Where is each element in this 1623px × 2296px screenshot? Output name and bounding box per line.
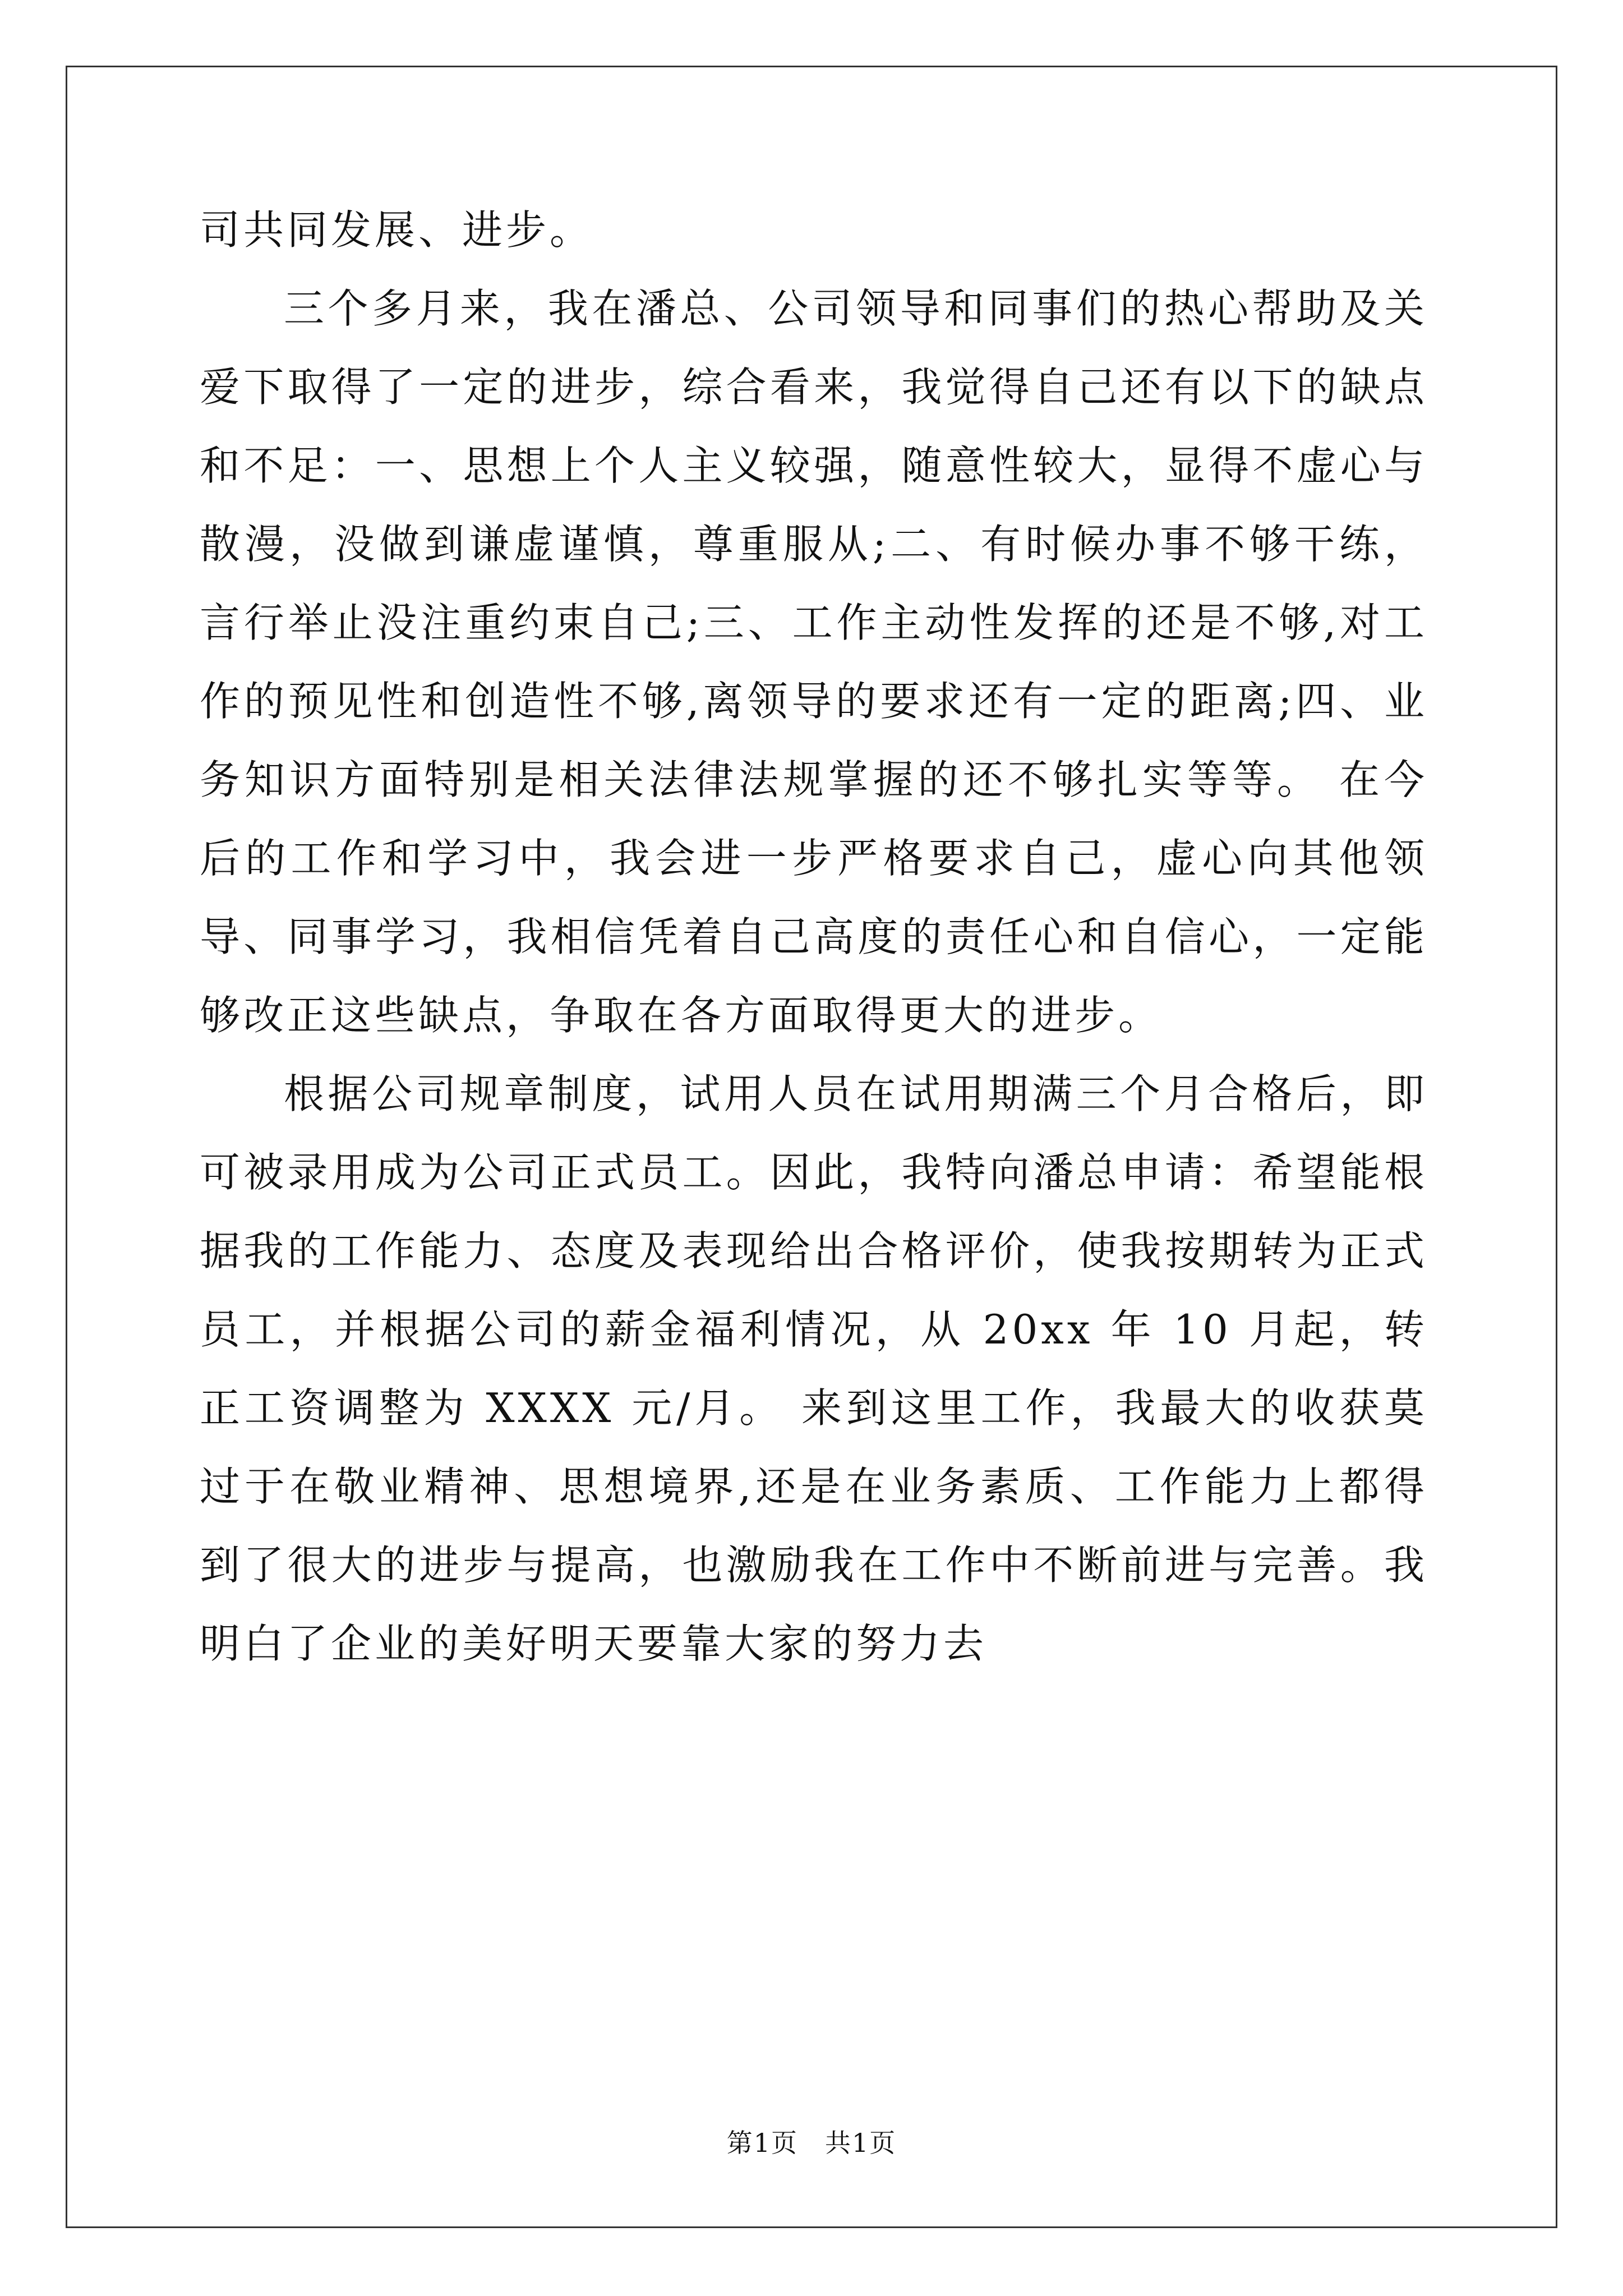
paragraph-continuation: 司共同发展、进步。 [200, 206, 594, 254]
document-body [200, 191, 1428, 1683]
page-number-footer: 第1页 共1页 [726, 2128, 897, 2158]
paragraph-shortcomings: 三个多月来，我在潘总、公司领导和同事们的热心帮助及关爱下取得了一定的进步，综合看来，我觉得自己还有以下的缺点和不足：一、思想上个人主义较强，随意性较大，显得不虚心与散漫，没做到谦虚谨慎，尊重服从;二、有时候办事不够干练，言行举止没注重约束自己;三、工作主动性发挥的还是不够,对工作的预见性和创造性不够,离领导的要求还有一定的距离;四、业务知识方面特别是相关法律法规掌握的还不够扎实等等。 在今后的工作和学习中，我会进一步严格要求自己，虚心向其他领导、同事学习，我相信凭着自己高度的责任心和自信心，一定能够改正这些缺点，争取在各方面取得更大的进步。 [200, 285, 1428, 1039]
paragraph-application: 根据公司规章制度，试用人员在试用期满三个月合格后，即可被录用成为公司正式员工。因此，我特向潘总申请：希望能根据我的工作能力、态度及表现给出合格评价，使我按期转为正式员工，并根据公司的薪金福利情况，从 20xx 年 10 月起，转正工资调整为 XXXX 元/月。 来到这里工作，我最大的收获莫过于在敬业精神、思想境界,还是在业务素质、工作能力上都得到了很大的进步与提高，也激励我在工作中不断前进与完善。我明白了企业的美好明天要靠大家的努力去 [200, 1070, 1428, 1667]
